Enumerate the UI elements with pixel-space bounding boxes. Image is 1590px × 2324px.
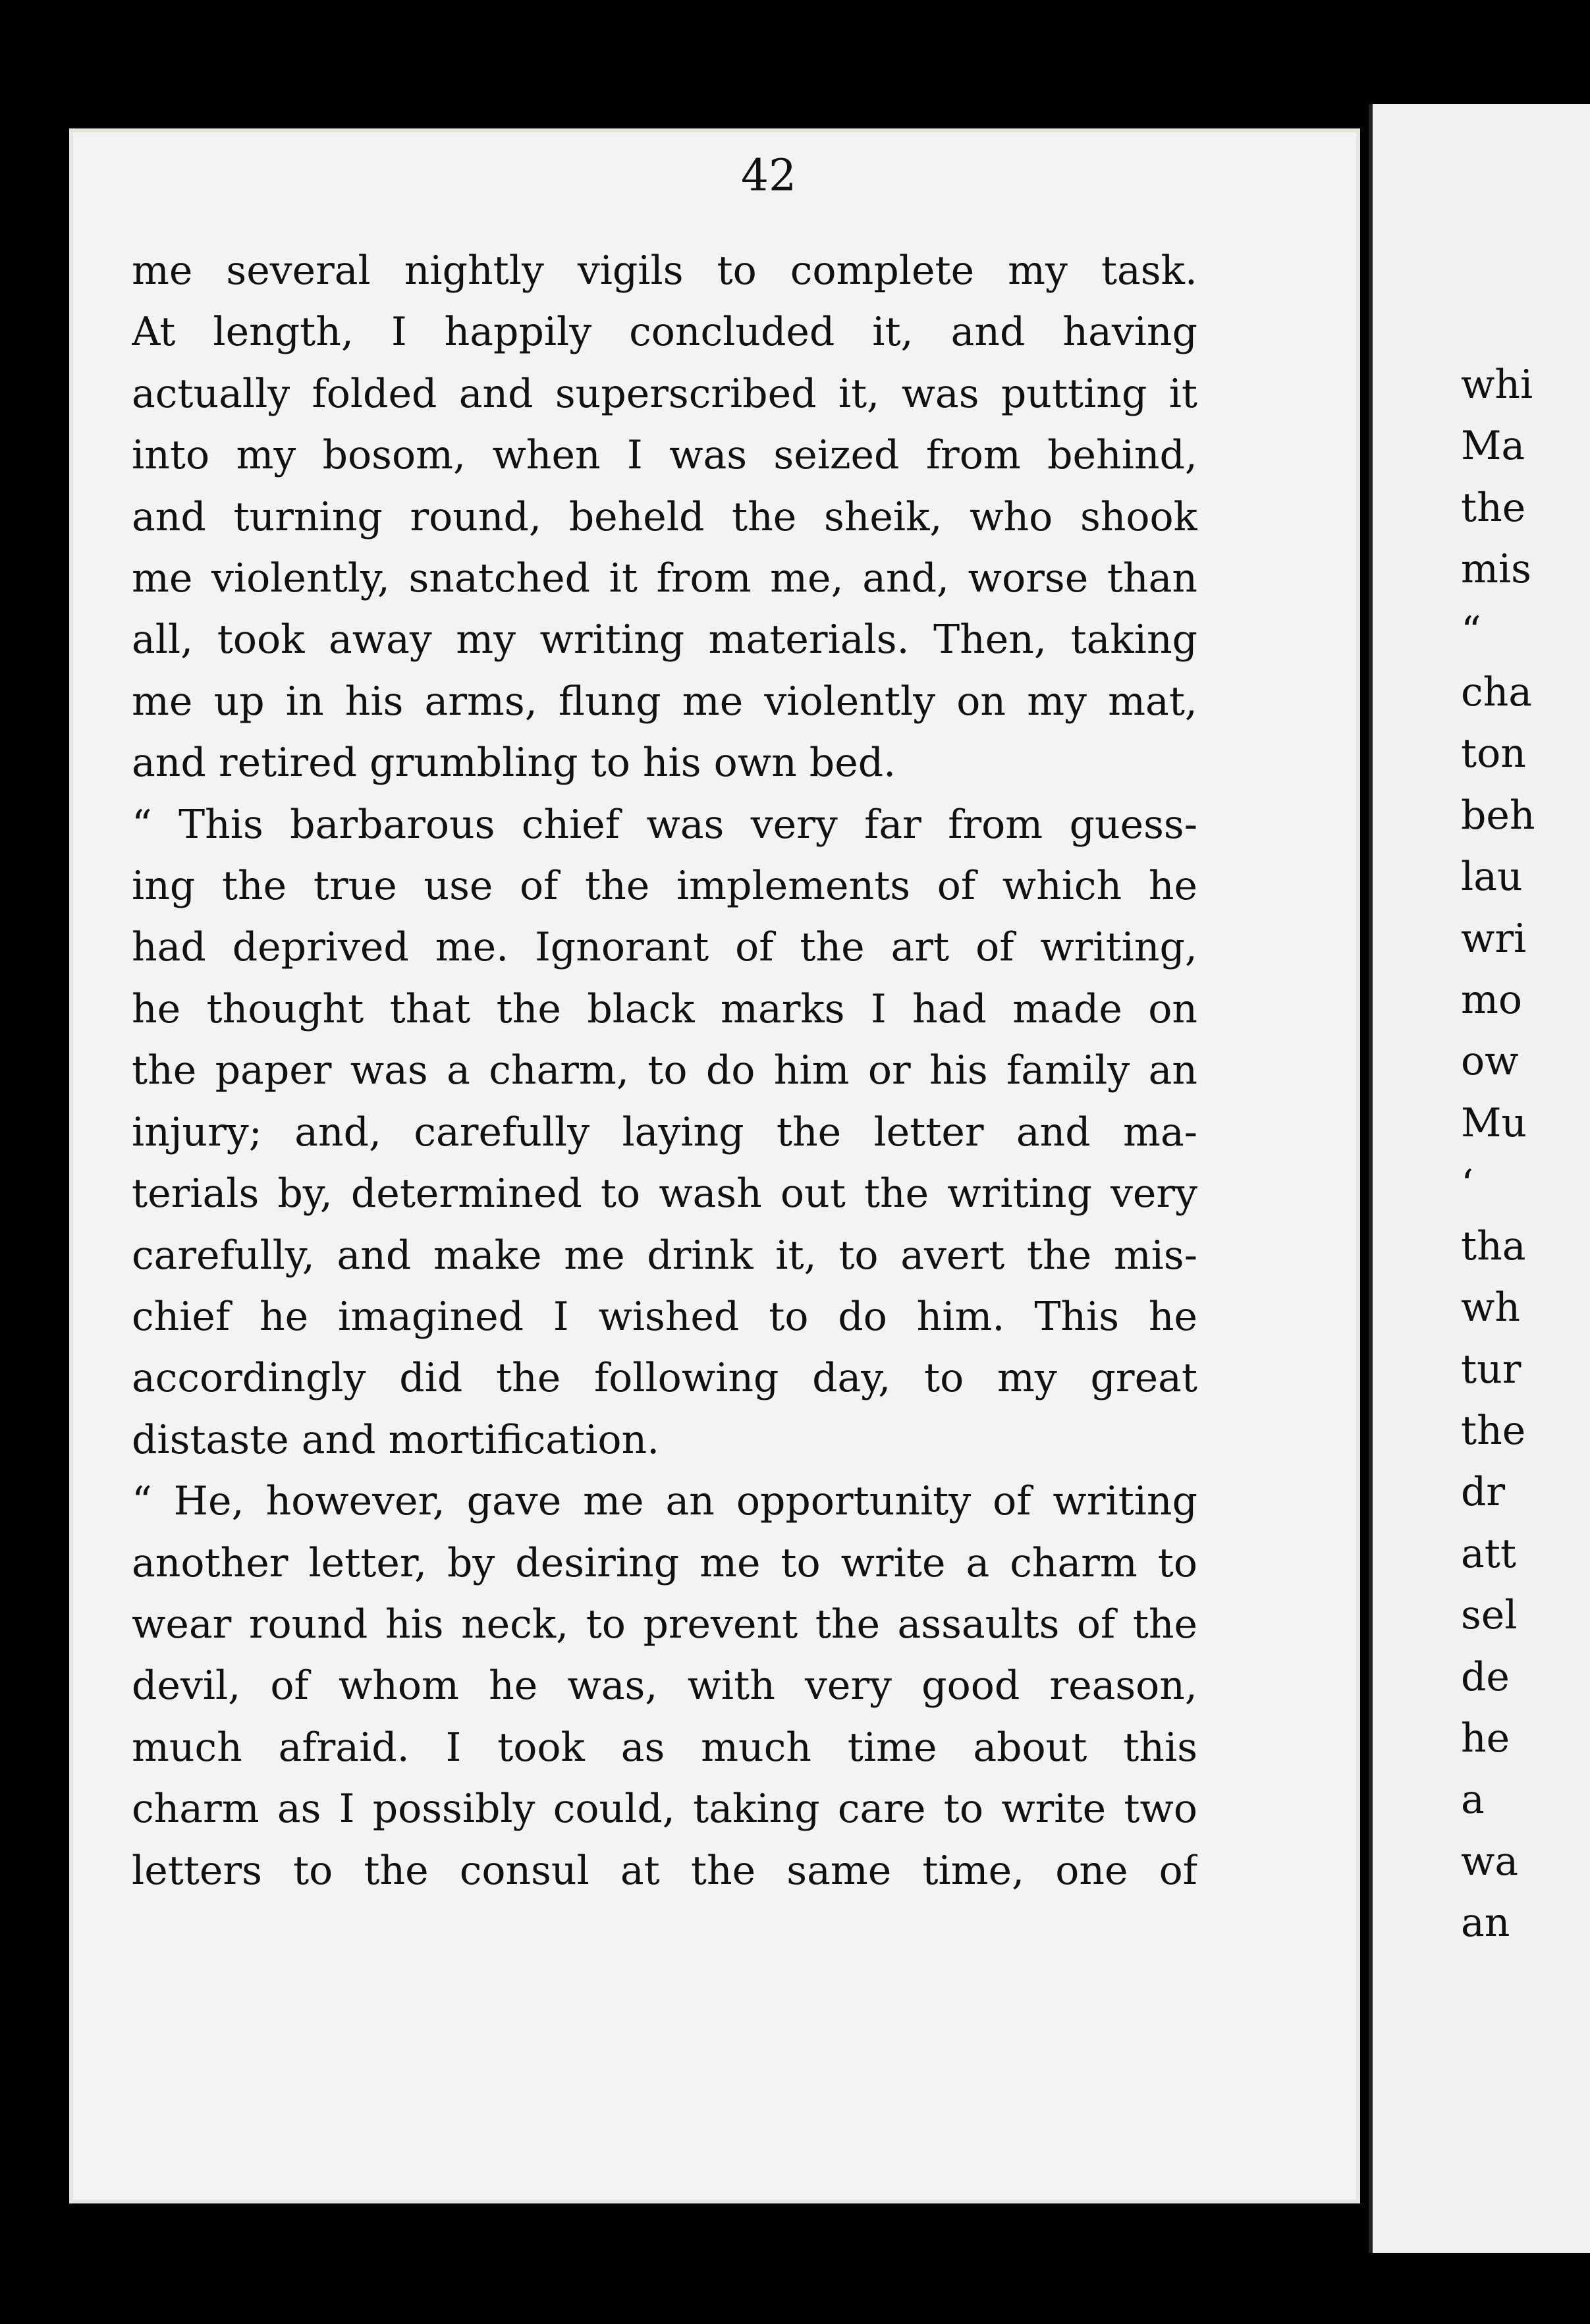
page-number: 42 bbox=[741, 150, 796, 201]
facing-line: mis bbox=[1461, 546, 1531, 593]
text-line: letters to the consul at the same time, one of bbox=[132, 1847, 1197, 1894]
text-line: actually folded and superscribed it, was putting it bbox=[132, 370, 1197, 417]
text-line: accordingly did the following day, to my great bbox=[132, 1355, 1197, 1402]
facing-line: the bbox=[1461, 484, 1526, 531]
facing-line: tur bbox=[1461, 1346, 1521, 1393]
facing-line: a bbox=[1461, 1777, 1485, 1823]
text-line: “ This barbarous chief was very far from guess- bbox=[132, 801, 1197, 848]
text-line: carefully, and make me drink it, to avert the mis- bbox=[132, 1232, 1197, 1279]
facing-line: Mu bbox=[1461, 1099, 1527, 1146]
facing-line: “ bbox=[1461, 607, 1481, 654]
facing-line: whi bbox=[1461, 362, 1533, 408]
facing-line: dr bbox=[1461, 1469, 1506, 1516]
facing-line: an bbox=[1461, 1900, 1510, 1947]
text-line: chief he imagined I wished to do him. This he bbox=[132, 1293, 1197, 1340]
text-line: me violently, snatched it from me, and, worse than bbox=[132, 555, 1197, 602]
facing-line: mo bbox=[1461, 977, 1523, 1024]
facing-line: lau bbox=[1461, 854, 1523, 900]
facing-line: wri bbox=[1461, 915, 1527, 962]
facing-line: wa bbox=[1461, 1838, 1519, 1885]
text-line: much afraid. I took as much time about this bbox=[132, 1724, 1197, 1771]
text-line: devil, of whom he was, with very good reason, bbox=[132, 1663, 1197, 1709]
text-line: injury; and, carefully laying the letter and ma- bbox=[132, 1109, 1197, 1155]
facing-line: de bbox=[1461, 1653, 1510, 1700]
paragraph bbox=[132, 240, 1197, 794]
paragraph bbox=[132, 794, 1197, 1471]
facing-line: ton bbox=[1461, 731, 1526, 777]
text-line: At length, I happily concluded it, and having bbox=[132, 309, 1197, 356]
facing-line: att bbox=[1461, 1530, 1516, 1577]
facing-line: ow bbox=[1461, 1038, 1519, 1085]
body-text bbox=[132, 240, 1197, 1902]
facing-line: he bbox=[1461, 1715, 1510, 1761]
text-line: charm as I possibly could, taking care to write two bbox=[132, 1786, 1197, 1833]
facing-line: sel bbox=[1461, 1592, 1518, 1639]
facing-page-text bbox=[1461, 354, 1590, 1954]
text-line: distaste and mortification. bbox=[132, 1416, 660, 1463]
facing-line: ‘ bbox=[1461, 1161, 1474, 1208]
text-line: terials by, determined to wash out the writing very bbox=[132, 1171, 1197, 1217]
facing-line: beh bbox=[1461, 792, 1535, 839]
facing-line: cha bbox=[1461, 669, 1533, 716]
text-line: all, took away my writing materials. Then, taking bbox=[132, 617, 1197, 663]
text-line: he thought that the black marks I had made on bbox=[132, 985, 1197, 1032]
text-line: ing the true use of the implements of which he bbox=[132, 863, 1197, 910]
facing-line: tha bbox=[1461, 1223, 1526, 1269]
text-line: into my bosom, when I was seized from behind, bbox=[132, 432, 1197, 479]
text-line: me several nightly vigils to complete my task. bbox=[132, 248, 1197, 294]
text-line: had deprived me. Ignorant of the art of writing, bbox=[132, 924, 1197, 971]
text-line: wear round his neck, to prevent the assaults of the bbox=[132, 1601, 1197, 1647]
text-line: the paper was a charm, to do him or his family an bbox=[132, 1047, 1197, 1094]
text-line: another letter, by desiring me to write a charm to bbox=[132, 1539, 1197, 1586]
facing-line: wh bbox=[1461, 1285, 1520, 1331]
text-line: and turning round, beheld the sheik, who shook bbox=[132, 493, 1197, 540]
facing-line: the bbox=[1461, 1407, 1526, 1454]
paragraph bbox=[132, 1471, 1197, 1902]
facing-line: Ma bbox=[1461, 423, 1525, 470]
text-line: and retired grumbling to his own bed. bbox=[132, 740, 896, 787]
text-line: me up in his arms, flung me violently on my mat, bbox=[132, 678, 1197, 725]
text-line: “ He, however, gave me an opportunity of writing bbox=[132, 1478, 1197, 1525]
